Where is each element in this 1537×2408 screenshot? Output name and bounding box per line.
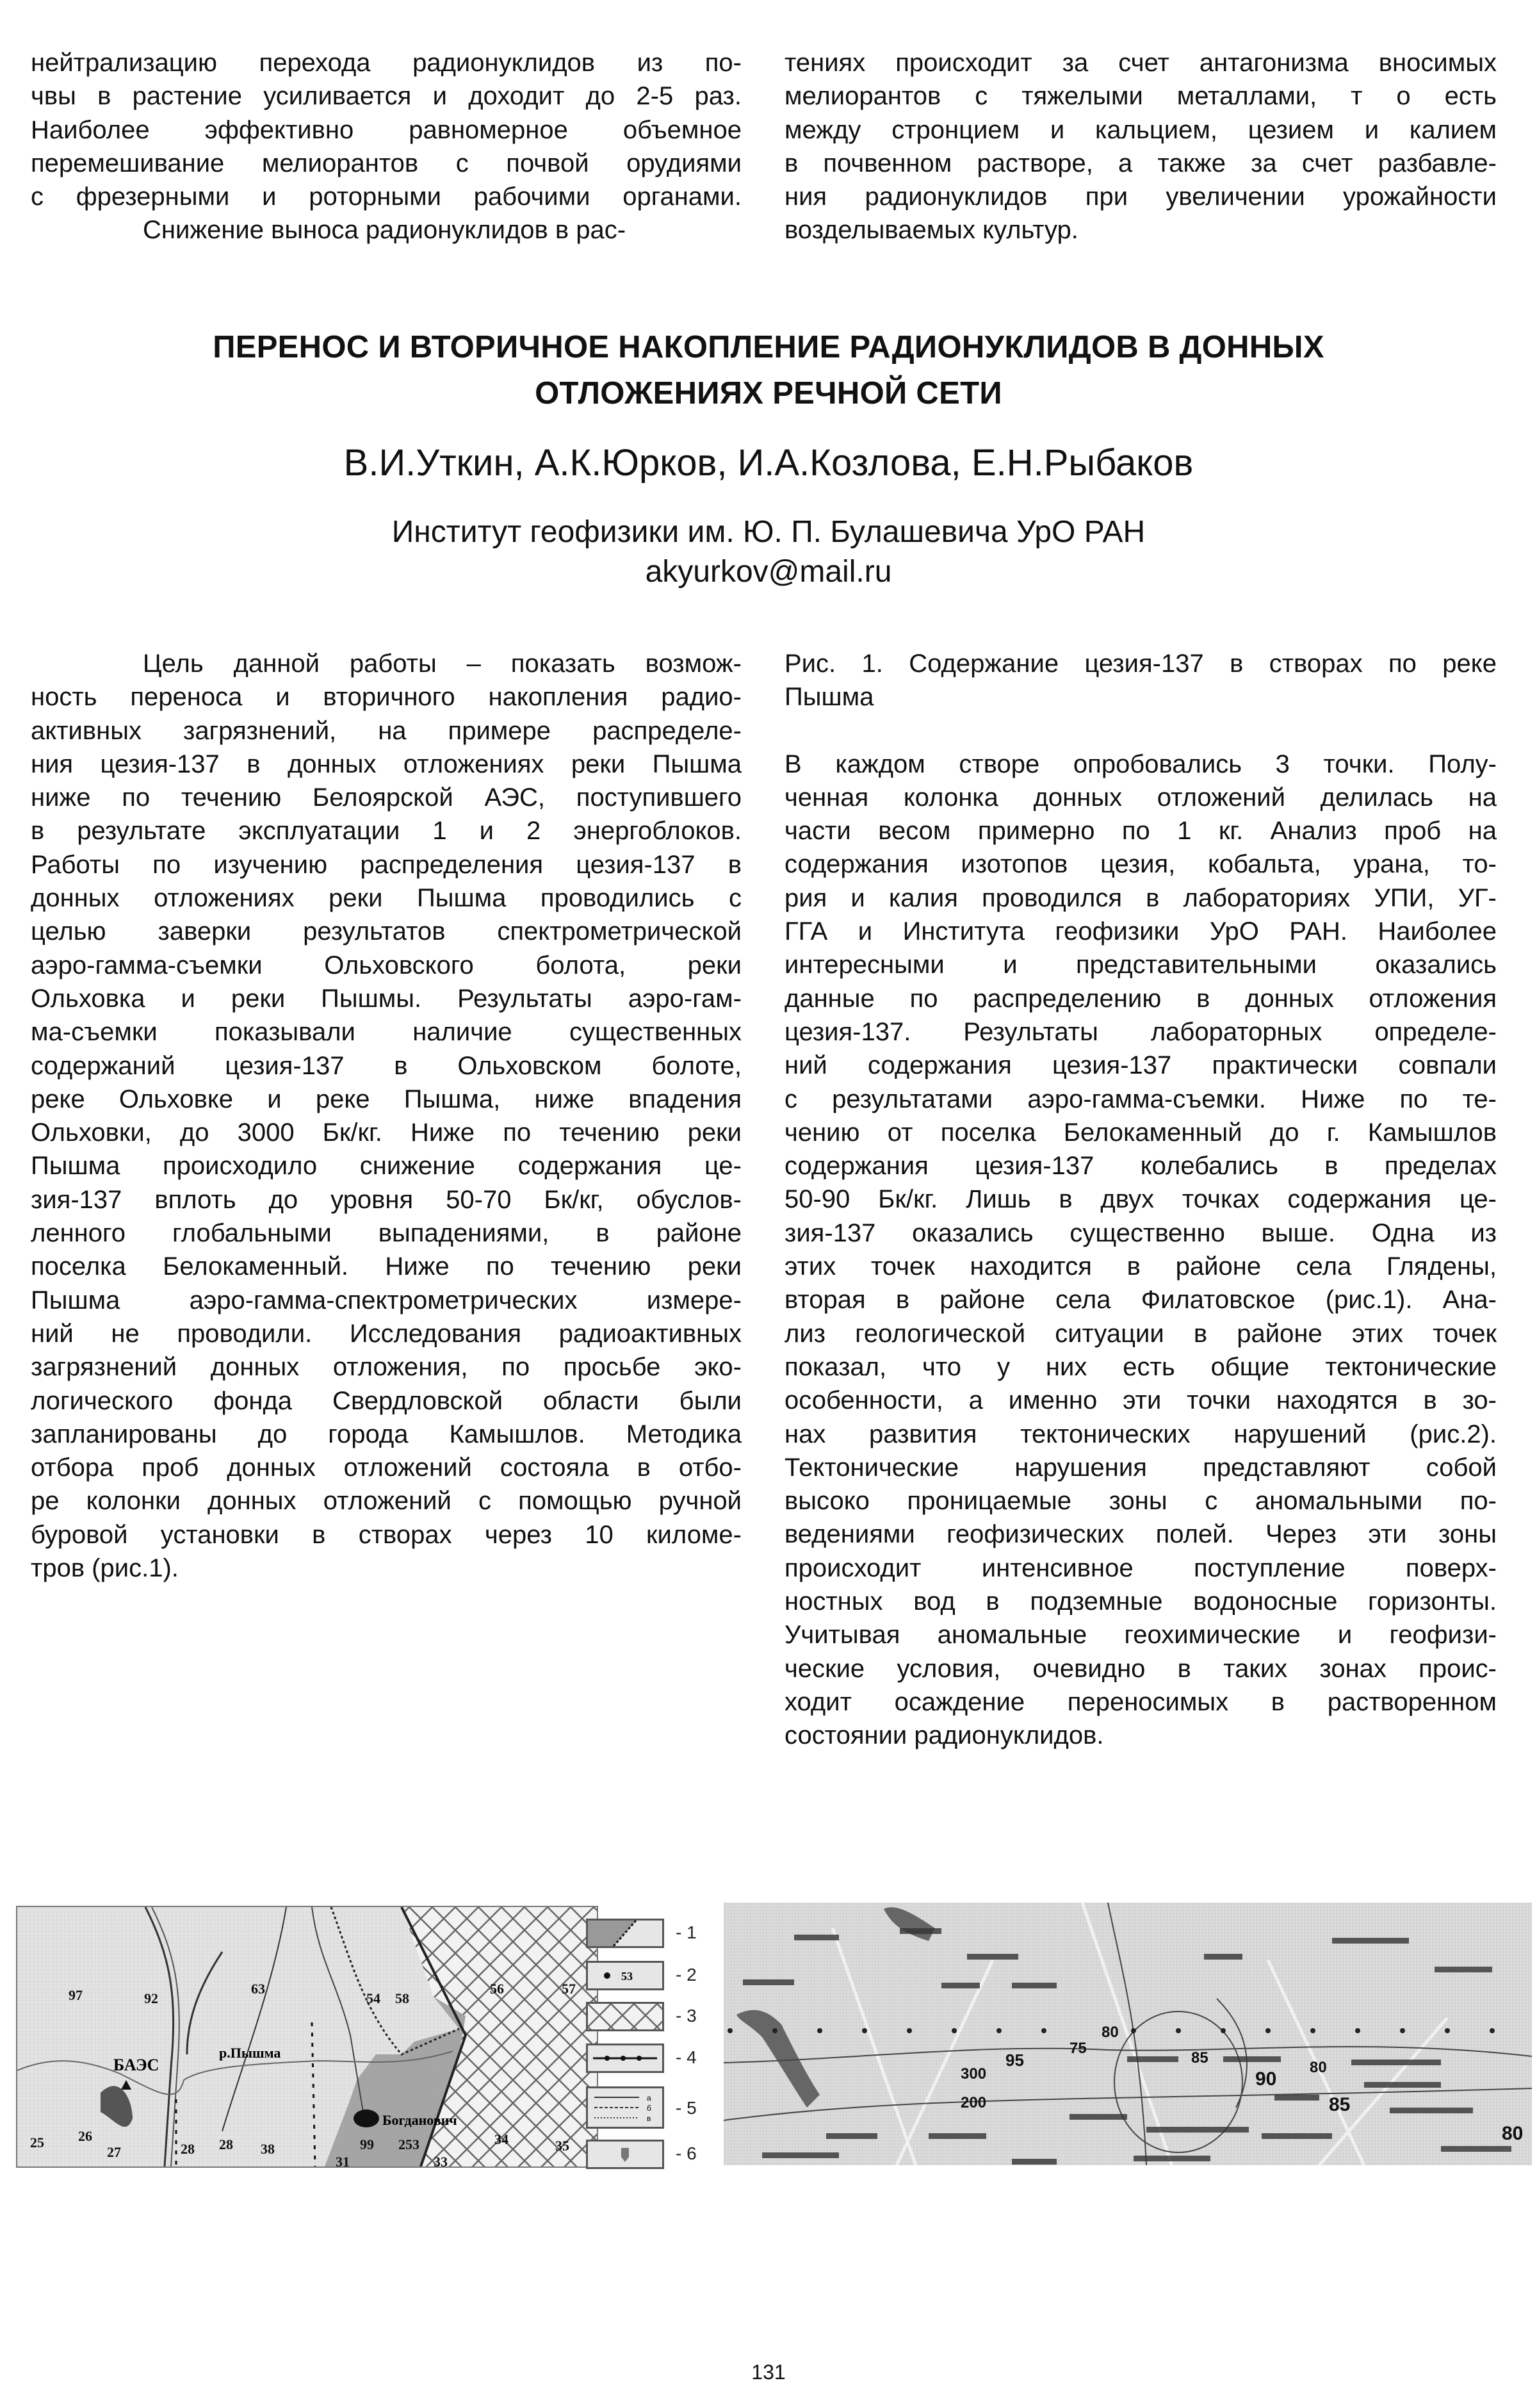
- text-line: целью заверки результатов спектрометрической: [31, 917, 742, 946]
- text-line: между стронцием и кальцием, цезием и калием: [785, 115, 1497, 144]
- legend-swatch-crosshatch: [586, 2002, 664, 2031]
- svg-text:92: 92: [144, 1990, 158, 2006]
- river-label: р.Пышма: [219, 2045, 281, 2061]
- figure-caption: [785, 647, 1497, 714]
- text-line: мелиорантов с тяжелыми металлами, т о есть: [785, 82, 1497, 111]
- text-line: ма-съемки показывали наличие существенных: [31, 1018, 742, 1047]
- text-line: 50-90 Бк/кг. Лишь в двух точках содержания це-: [785, 1185, 1497, 1214]
- text-line: Работы по изучению распределения цезия-137 в: [31, 850, 742, 879]
- text-line: содержаний цезия-137 в Ольховском болоте,: [31, 1051, 742, 1080]
- top-right-column: [785, 46, 1497, 247]
- text-line: особенности, а именно эти точки находятся в зо-: [785, 1386, 1497, 1415]
- text-line: Наиболее эффективно равномерное объемное: [31, 115, 742, 144]
- svg-text:28: 28: [219, 2136, 233, 2152]
- title-line-2: ОТЛОЖЕНИЯХ РЕЧНОЙ СЕТИ: [535, 376, 1002, 411]
- svg-text:85: 85: [1191, 2049, 1208, 2067]
- svg-text:85: 85: [1329, 2094, 1351, 2115]
- svg-text:95: 95: [1005, 2051, 1024, 2070]
- text-line: логического фонда Свердловской области были: [31, 1386, 742, 1415]
- svg-text:38: 38: [261, 2141, 275, 2157]
- right-map-graphic: [724, 1903, 1532, 2165]
- body-left-column: [31, 647, 742, 1585]
- text-line: зия-137 вплоть до уровня 50-70 Бк/кг, обуслов-: [31, 1185, 742, 1214]
- svg-text:99: 99: [360, 2136, 374, 2152]
- text-line: ченная колонка донных отложений делилась на: [785, 783, 1497, 812]
- text-line: нах развития тектонических нарушений (рис.2).: [785, 1420, 1497, 1448]
- text-line: Снижение выноса радионуклидов в рас-: [143, 216, 626, 245]
- svg-text:б: б: [647, 2104, 651, 2113]
- right-map: [724, 1903, 1532, 2165]
- text-line: тров (рис.1).: [31, 1554, 179, 1583]
- text-line: с результатами аэро-гамма-съемки. Ниже по те-: [785, 1085, 1497, 1113]
- text-line: в почвенном растворе, а также за счет разбавле-: [785, 149, 1497, 177]
- text-line: ленного глобальными выпадениями, в районе: [31, 1219, 742, 1248]
- text-line: возделываемых культур.: [785, 216, 1078, 245]
- svg-text:27: 27: [107, 2144, 121, 2160]
- text-line: Рис. 1. Содержание цезия-137 в створах по реке: [785, 650, 1497, 678]
- text-line: отбора проб донных отложений состояла в отбо-: [31, 1454, 742, 1482]
- text-line: Пышма аэро-гамма-спектрометрических измере-: [31, 1286, 742, 1315]
- legend-item-6: - 6: [586, 2140, 720, 2172]
- text-line: чению от поселка Белокаменный до г. Камышлов: [785, 1118, 1497, 1147]
- text-line: зия-137 оказались существенно выше. Одна из: [785, 1218, 1497, 1247]
- npp-label: БАЭС: [113, 2056, 159, 2074]
- map-legend: [586, 1919, 720, 2163]
- text-line: тениях происходит за счет антагонизма вносимых: [785, 49, 1497, 77]
- text-line: лиз геологической ситуации в районе этих точек: [785, 1319, 1497, 1348]
- svg-text:58: 58: [395, 1990, 409, 2006]
- legend-swatch-fault-line: [586, 2044, 664, 2073]
- text-line: аэро-гамма-съемки Ольховского болота, реки: [31, 951, 742, 979]
- affiliation-block: [0, 512, 1537, 592]
- text-line: вторая в районе села Филатовское (рис.1). Ана-: [785, 1286, 1497, 1315]
- svg-text:25: 25: [30, 2134, 44, 2150]
- institute: Институт геофизики им. Ю. П. Булашевича УрО РАН: [391, 515, 1146, 549]
- text-line: буровой установки в створах через 10 киломе-: [31, 1520, 742, 1549]
- text-line: происходит интенсивное поступление поверх-: [785, 1553, 1497, 1582]
- svg-text:35: 35: [555, 2138, 569, 2154]
- svg-text:57: 57: [562, 1981, 576, 1997]
- svg-text:26: 26: [78, 2128, 92, 2144]
- text-line: ре колонки донных отложений с помощью ручной: [31, 1487, 742, 1516]
- text-line: этих точек находится в районе села Глядены,: [785, 1252, 1497, 1281]
- text-line: ния радионуклидов при увеличении урожайности: [785, 183, 1497, 211]
- svg-text:34: 34: [494, 2131, 508, 2147]
- legend-swatch-settlement: [586, 2140, 664, 2169]
- text-line: ний не проводили. Исследования радиоактивных: [31, 1319, 742, 1348]
- svg-text:56: 56: [490, 1981, 504, 1997]
- legend-item-1: - 1: [586, 1919, 720, 1951]
- text-line: ния цезия-137 в донных отложениях реки Пышма: [31, 749, 742, 778]
- body-right-column: [785, 647, 1497, 1753]
- text-line: перемешивание мелиорантов с почвой орудиями: [31, 149, 742, 177]
- text-line: данные по распределению в донных отложения: [785, 984, 1497, 1013]
- top-left-column: [31, 46, 742, 247]
- text-line: донных отложениях реки Пышма проводились с: [31, 884, 742, 913]
- text-line: Цель данной работы – показать возмож-: [143, 650, 742, 678]
- text-line: состоянии радионуклидов.: [785, 1721, 1104, 1750]
- text-line: содержания изотопов цезия, кобальта, урана, то-: [785, 850, 1497, 879]
- text-line: Пышма: [785, 683, 874, 712]
- svg-text:80: 80: [1310, 2059, 1327, 2076]
- authors: В.И.Уткин, А.К.Юрков, И.А.Козлова, Е.Н.Рыбаков: [343, 442, 1194, 484]
- text-line: реке Ольховке и реке Пышма, ниже впадения: [31, 1085, 742, 1113]
- text-line: ГГА и Института геофизики УрО РАН. Наиболее: [785, 917, 1497, 946]
- legend-swatch-line-types: [586, 2086, 664, 2129]
- svg-text:80: 80: [1502, 2123, 1524, 2144]
- legend-item-5: а б в - 5: [586, 2086, 720, 2129]
- svg-text:в: в: [647, 2114, 651, 2123]
- text-line: загрязнений донных отложения, по просьбе эко-: [31, 1353, 742, 1382]
- svg-text:75: 75: [1069, 2040, 1087, 2057]
- svg-text:54: 54: [366, 1990, 380, 2006]
- text-line: Ольховки, до 3000 Бк/кг. Ниже по течению реки: [31, 1118, 742, 1147]
- svg-text:а: а: [647, 2093, 651, 2102]
- text-line: интересными и представительными оказались: [785, 951, 1497, 979]
- text-line: ходит осаждение переносимых в растворенном: [785, 1687, 1497, 1716]
- legend-swatch-sample-point: [586, 1961, 664, 1990]
- svg-text:80: 80: [1102, 2024, 1119, 2041]
- page-number: 131: [751, 2361, 786, 2384]
- text-line: ниже по течению Белоярской АЭС, поступившего: [31, 783, 742, 812]
- text-line: цезия-137. Результаты лабораторных определе-: [785, 1017, 1497, 1046]
- email: akyurkov@mail.ru: [645, 555, 892, 589]
- text-line: Ольховка и реки Пышмы. Результаты аэро-гам-: [31, 984, 742, 1013]
- legend-item-2: 53 - 2: [586, 1961, 720, 1993]
- text-line: запланированы до города Камышлов. Методика: [31, 1420, 742, 1448]
- svg-text:28: 28: [181, 2141, 195, 2157]
- title-line-1: ПЕРЕНОС И ВТОРИЧНОЕ НАКОПЛЕНИЕ РАДИОНУКЛИДОВ В ДОННЫХ: [213, 330, 1324, 364]
- svg-text:33: 33: [434, 2154, 448, 2166]
- text-line: рия и калия проводился в лабораториях УПИ, УГ-: [785, 883, 1497, 912]
- legend-swatch-tectonic-zone: [586, 1919, 664, 1948]
- text-line: ность переноса и вторичного накопления радио-: [31, 683, 742, 712]
- text-line: содержания цезия-137 колебались в пределах: [785, 1152, 1497, 1181]
- svg-text:31: 31: [336, 2154, 350, 2166]
- text-line: В каждом створе опробовались 3 точки. Полу-: [785, 749, 1497, 778]
- text-line: показал, что у них есть общие тектонические: [785, 1352, 1497, 1381]
- body-right-text: [785, 748, 1497, 1753]
- text-line: Учитывая аномальные геохимические и геофизи-: [785, 1621, 1497, 1650]
- text-line: ведениями геофизических полей. Через эти зоны: [785, 1520, 1497, 1549]
- text-line: ностных вод в подземные водоносные горизонты.: [785, 1587, 1497, 1616]
- text-line: активных загрязнений, на примере распределе-: [31, 716, 742, 745]
- text-line: в результате эксплуатации 1 и 2 энергоблоков.: [31, 817, 742, 846]
- svg-text:253: 253: [398, 2136, 419, 2152]
- left-map-graphic: [17, 1907, 597, 2166]
- text-line: Пышма происходило снижение содержания це-: [31, 1152, 742, 1181]
- text-line: ческие условия, очевидно в таких зонах проис-: [785, 1654, 1497, 1683]
- svg-text:90: 90: [1255, 2068, 1277, 2090]
- svg-text:200: 200: [961, 2094, 987, 2111]
- text-line: высоко проницаемые зоны с аномальными по-: [785, 1487, 1497, 1516]
- text-line: Тектонические нарушения представляют собой: [785, 1453, 1497, 1482]
- text-line: поселка Белокаменный. Ниже по течению реки: [31, 1252, 742, 1281]
- text-line: чвы в растение усиливается и доходит до 2-5 раз.: [31, 82, 742, 111]
- left-map: [16, 1906, 598, 2168]
- article-title: [0, 324, 1537, 416]
- text-line: нейтрализацию перехода радионуклидов из по-: [31, 49, 742, 77]
- town-label: Богданович: [382, 2112, 457, 2128]
- text-line: с фрезерными и роторными рабочими органами.: [31, 183, 742, 211]
- legend-item-3: - 3: [586, 2002, 720, 2034]
- text-line: ний содержания цезия-137 практически совпали: [785, 1051, 1497, 1080]
- svg-text:97: 97: [69, 1987, 83, 2003]
- text-line: части весом примерно по 1 кг. Анализ проб на: [785, 817, 1497, 846]
- svg-text:300: 300: [961, 2065, 987, 2083]
- svg-text:53: 53: [621, 1970, 633, 1983]
- legend-item-4: - 4: [586, 2044, 720, 2076]
- svg-text:63: 63: [251, 1981, 265, 1997]
